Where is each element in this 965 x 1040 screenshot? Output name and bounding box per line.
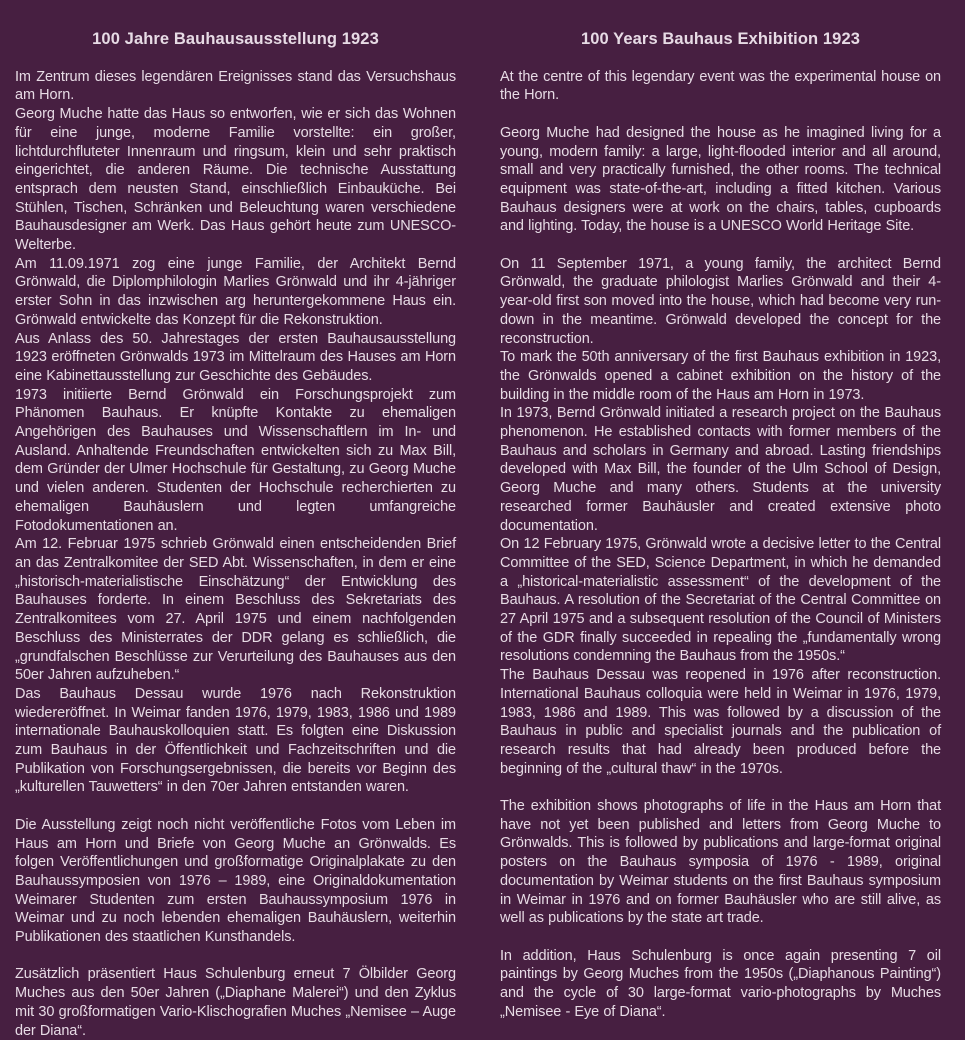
paragraph: Georg Muche hatte das Haus so entworfen, wie er sich das Wohnen für eine junge, moderne Familie vorstellte: ein großer, lichtdurchfluteter Innenraum und ringsum, klein und sehr praktisch eingerichtet, die anderen Räume. Die technische Ausstattung entsprach dem neusten Stand, einschließlich Einbauküche. Bei Stühlen, Tischen, Schränken und Beleuchtung waren verschiedene Bauhausdesigner am Werk. Das Haus gehört heute zum UNESCO-Welterbe. (15, 106, 456, 254)
paragraph: At the centre of this legendary event was the experimental house on the Horn. (500, 68, 941, 104)
paragraph: Aus Anlass des 50. Jahrestages der ersten Bauhausausstellung 1923 eröffneten Grönwalds 1973 im Mittelraum des Hauses am Horn eine Kabinettausstellung zur Geschichte des Gebäudes. (15, 330, 456, 384)
paragraph: In 1973, Bernd Grönwald initiated a research project on the Bauhaus phenomenon. He established contacts with former members of the Bauhaus and scholars in Germany and abroad. Lasting friendships developed with Max Bill, the founder of the Ulm School of Design, Georg Muche and many others. Students at the university researched former Bauhäusler and created extensive photo documentation. (500, 405, 941, 534)
english-column (500, 30, 941, 1024)
paragraph: The Bauhaus Dessau was reopened in 1976 after reconstruction. International Bauhaus colloquia were held in Weimar in 1976, 1979, 1983, 1986 and 1989. This was followed by a discussion of the Bauhaus in public and specialist journals and the publication of research results that had already been produced before the beginning of the „cultural thaw“ in the 1970s. (500, 667, 941, 777)
english-title: 100 Years Bauhaus Exhibition 1923 (580, 30, 861, 48)
paragraph: Am 11.09.1971 zog eine junge Familie, der Architekt Bernd Grönwald, die Diplomphilologin Marlies Grönwald und ihr 4-jähriger erster Sohn in das inzwischen arg heruntergekommene Haus ein. Grönwald entwickelte das Konzept für die Rekonstruktion. (15, 255, 456, 328)
paragraph: 1973 initiierte Bernd Grönwald ein Forschungsprojekt zum Phänomen Bauhaus. Er knüpfte Kontakte zu ehemaligen Angehörigen des Bauhauses und Wissenschaftlern im In- und Ausland. Anhaltende Freundschaften entwickelten sich zu Max Bill, dem Gründer der Ulmer Hochschule für Gestaltung, zu Georg Muche und vielen anderen. Studenten der Hochschule recherchierten zu ehemaligen Bauhäuslern und legten umfangreiche Fotodokumentationen an. (15, 386, 456, 534)
paragraph: Georg Muche had designed the house as he imagined living for a young, modern family: a large, light-flooded interior and all around, small and very practically furnished, the other rooms. The technical equipment was state-of-the-art, including a fitted kitchen. Various Bauhaus designers were at work on the chairs, tables, cupboards and lighting. Today, the house is a UNESCO World Heritage Site. (500, 124, 941, 235)
paragraph: On 11 September 1971, a young family, the architect Bernd Grönwald, the graduate philologist Marlies Grönwald and their 4-year-old first son moved into the house, which had become very run-down in the meantime. Grönwald developed the concept for the reconstruction. (500, 255, 941, 347)
paragraph: The exhibition shows photographs of life in the Haus am Horn that have not yet been published and letters from Georg Muche to Grönwalds. This is followed by publications and large-format original posters on the Bauhaus symposia of 1976 - 1989, original documentation by Weimar students on the first Bauhaus symposium in Weimar in 1976 and on former Bauhäusler who are still alive, as well as publications by the state art trade. (500, 798, 941, 927)
paragraph: Das Bauhaus Dessau wurde 1976 nach Rekonstruktion wiedereröffnet. In Weimar fanden 1976, 1979, 1983, 1986 und 1989 internationale Bauhauskolloquien statt. Es folgten eine Diskussion zum Bauhaus in der Öffentlichkeit und Fachzeitschriften und die Publikation von Forschungsergebnissen, die bereits vor Beginn des „kulturellen Tauwetters“ in den 70er Jahren entstanden waren. (15, 685, 456, 796)
paragraph: On 12 February 1975, Grönwald wrote a decisive letter to the Central Committee of the SED, Science Department, in which he demanded a „historical-materialistic assessment“ of the development of the Bauhaus. A resolution of the Secretariat of the Central Committee on 27 April 1975 and a subsequent resolution of the Council of Ministers of the GDR finally succeeded in repealing the „fundamentally wrong resolutions condemning the Bauhaus from the 1950s.“ (500, 536, 941, 665)
paragraph: Die Ausstellung zeigt noch nicht veröffentliche Fotos vom Leben im Haus am Horn und Briefe von Georg Muche an Grönwalds. Es folgen Veröffentlichungen und großformatige Originalplakate zu den Bauhaussymposien von 1976 – 1989, eine Originaldokumentation Weimarer Studenten zum ersten Bauhaussymposium 1976 in Weimar und zu noch lebenden ehemaligen Bauhäuslern, weiterhin Publikationen des staatlichen Kunsthandels. (15, 816, 456, 946)
paragraph: Zusätzlich präsentiert Haus Schulenburg erneut 7 Ölbilder Georg Muches aus den 50er Jahren („Diaphane Malerei“) und den Zyklus mit 30 großformatigen Vario-Klischografien Muches „Nemisee – Auge der Diana“. (15, 966, 456, 1039)
paragraph: Am 12. Februar 1975 schrieb Grönwald einen entscheidenden Brief an das Zentralkomitee der SED Abt. Wissenschaften, in dem er eine „historisch-materialistische Einschätzung“ der Entwicklung des Bauhauses forderte. In einem Beschluss des Sekretariats des Zentralkomitees vom 27. April 1975 und einem nachfolgenden Beschluss des Ministerrates der DDR gelang es schließlich, die „grundfalschen Beschlüsse zur Verurteilung des Bauhauses aus den 50er Jahren aufzuheben.“ (15, 536, 456, 684)
german-title: 100 Jahre Bauhausausstellung 1923 (92, 30, 379, 48)
german-column (15, 30, 456, 1039)
paragraph: In addition, Haus Schulenburg is once again presenting 7 oil paintings by Georg Muches from the 1950s („Diaphanous Painting“) and the cycle of 30 large-format vario-photographs by Muches „Nemisee - Eye of Diana“. (500, 947, 941, 1020)
paragraph: To mark the 50th anniversary of the first Bauhaus exhibition in 1923, the Grönwalds opened a cabinet exhibition on the history of the building in the middle room of the Haus am Horn in 1973. (500, 349, 941, 403)
paragraph: Im Zentrum dieses legendären Ereignisses stand das Versuchshaus am Horn. (15, 68, 456, 104)
